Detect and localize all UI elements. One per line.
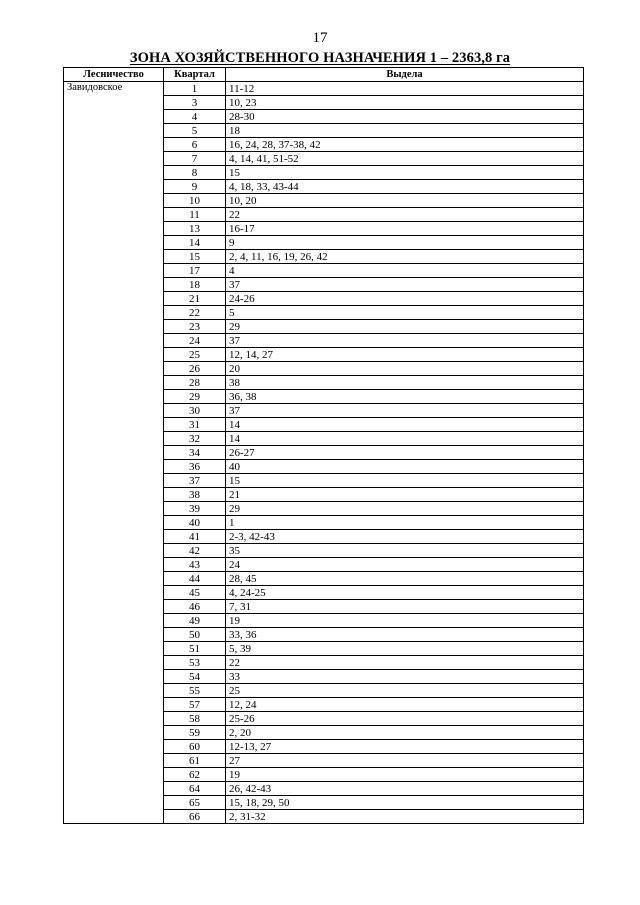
vydel-cell: 4 [226,264,584,278]
vydel-cell: 40 [226,460,584,474]
kvartal-cell: 29 [164,390,226,404]
vydel-cell: 35 [226,544,584,558]
vydel-cell: 16, 24, 28, 37-38, 42 [226,138,584,152]
forestry-cell: Завидовское [64,82,164,824]
vydel-cell: 37 [226,404,584,418]
kvartal-cell: 57 [164,698,226,712]
vydel-cell: 28-30 [226,110,584,124]
vydel-cell: 7, 31 [226,600,584,614]
kvartal-cell: 41 [164,530,226,544]
kvartal-cell: 46 [164,600,226,614]
kvartal-cell: 62 [164,768,226,782]
table-header [64,68,584,82]
vydel-cell: 10, 20 [226,194,584,208]
kvartal-cell: 23 [164,320,226,334]
kvartal-cell: 34 [164,446,226,460]
vydel-cell: 26-27 [226,446,584,460]
vydel-cell: 5, 39 [226,642,584,656]
vydel-cell: 19 [226,614,584,628]
vydel-cell: 4, 24-25 [226,586,584,600]
kvartal-cell: 9 [164,180,226,194]
vydel-cell: 15 [226,474,584,488]
vydel-cell: 2-3, 42-43 [226,530,584,544]
header-forestry: Лесничество [64,68,164,82]
vydel-cell: 2, 20 [226,726,584,740]
kvartal-cell: 22 [164,306,226,320]
kvartal-cell: 6 [164,138,226,152]
kvartal-cell: 64 [164,782,226,796]
kvartal-cell: 31 [164,418,226,432]
kvartal-cell: 30 [164,404,226,418]
kvartal-cell: 15 [164,250,226,264]
vydel-cell: 26, 42-43 [226,782,584,796]
kvartal-cell: 59 [164,726,226,740]
vydel-cell: 38 [226,376,584,390]
kvartal-cell: 17 [164,264,226,278]
kvartal-cell: 43 [164,558,226,572]
kvartal-cell: 50 [164,628,226,642]
kvartal-cell: 10 [164,194,226,208]
kvartal-cell: 28 [164,376,226,390]
kvartal-cell: 8 [164,166,226,180]
kvartal-cell: 65 [164,796,226,810]
vydel-cell: 28, 45 [226,572,584,586]
kvartal-cell: 42 [164,544,226,558]
kvartal-cell: 13 [164,222,226,236]
kvartal-cell: 40 [164,516,226,530]
kvartal-cell: 44 [164,572,226,586]
page-title: ЗОНА ХОЗЯЙСТВЕННОГО НАЗНАЧЕНИЯ 1 – 2363,8 га [129,50,511,66]
vydel-cell: 12, 24 [226,698,584,712]
vydel-cell: 24-26 [226,292,584,306]
kvartal-cell: 4 [164,110,226,124]
vydel-cell: 16-17 [226,222,584,236]
kvartal-cell: 58 [164,712,226,726]
vydel-cell: 15, 18, 29, 50 [226,796,584,810]
vydel-cell: 5 [226,306,584,320]
kvartal-cell: 66 [164,810,226,824]
vydel-cell: 24 [226,558,584,572]
vydel-cell: 27 [226,754,584,768]
vydel-cell: 21 [226,488,584,502]
kvartal-cell: 51 [164,642,226,656]
kvartal-cell: 25 [164,348,226,362]
table-header-row [64,68,584,82]
kvartal-cell: 39 [164,502,226,516]
kvartal-cell: 3 [164,96,226,110]
kvartal-cell: 21 [164,292,226,306]
vydel-cell: 25-26 [226,712,584,726]
page-number: 17 [312,30,328,46]
kvartal-cell: 45 [164,586,226,600]
kvartal-cell: 7 [164,152,226,166]
kvartal-cell: 37 [164,474,226,488]
vydel-cell: 9 [226,236,584,250]
vydel-cell: 2, 31-32 [226,810,584,824]
vydel-cell: 2, 4, 11, 16, 19, 26, 42 [226,250,584,264]
kvartal-cell: 14 [164,236,226,250]
vydel-cell: 12-13, 27 [226,740,584,754]
kvartal-cell: 24 [164,334,226,348]
kvartal-cell: 53 [164,656,226,670]
table-body [64,82,584,824]
vydel-cell: 4, 14, 41, 51-52 [226,152,584,166]
kvartal-cell: 5 [164,124,226,138]
kvartal-cell: 55 [164,684,226,698]
kvartal-cell: 38 [164,488,226,502]
vydel-cell: 20 [226,362,584,376]
vydel-cell: 36, 38 [226,390,584,404]
vydel-cell: 4, 18, 33, 43-44 [226,180,584,194]
vydel-cell: 22 [226,208,584,222]
vydel-cell: 18 [226,124,584,138]
vydel-cell: 12, 14, 27 [226,348,584,362]
vydel-cell: 15 [226,166,584,180]
vydel-cell: 29 [226,320,584,334]
header-kvartal: Квартал [164,68,226,82]
vydel-cell: 29 [226,502,584,516]
vydel-cell: 37 [226,278,584,292]
vydel-cell: 11-12 [226,82,584,96]
vydel-cell: 19 [226,768,584,782]
zone-table [63,67,584,824]
vydel-cell: 1 [226,516,584,530]
kvartal-cell: 36 [164,460,226,474]
kvartal-cell: 49 [164,614,226,628]
vydel-cell: 14 [226,418,584,432]
kvartal-cell: 54 [164,670,226,684]
kvartal-cell: 1 [164,82,226,96]
vydel-cell: 22 [226,656,584,670]
vydel-cell: 33, 36 [226,628,584,642]
vydel-cell: 10, 23 [226,96,584,110]
kvartal-cell: 60 [164,740,226,754]
table-row [64,82,584,96]
header-vydel: Выдела [226,68,584,82]
kvartal-cell: 11 [164,208,226,222]
vydel-cell: 33 [226,670,584,684]
kvartal-cell: 18 [164,278,226,292]
kvartal-cell: 32 [164,432,226,446]
vydel-cell: 25 [226,684,584,698]
vydel-cell: 37 [226,334,584,348]
kvartal-cell: 26 [164,362,226,376]
kvartal-cell: 61 [164,754,226,768]
vydel-cell: 14 [226,432,584,446]
